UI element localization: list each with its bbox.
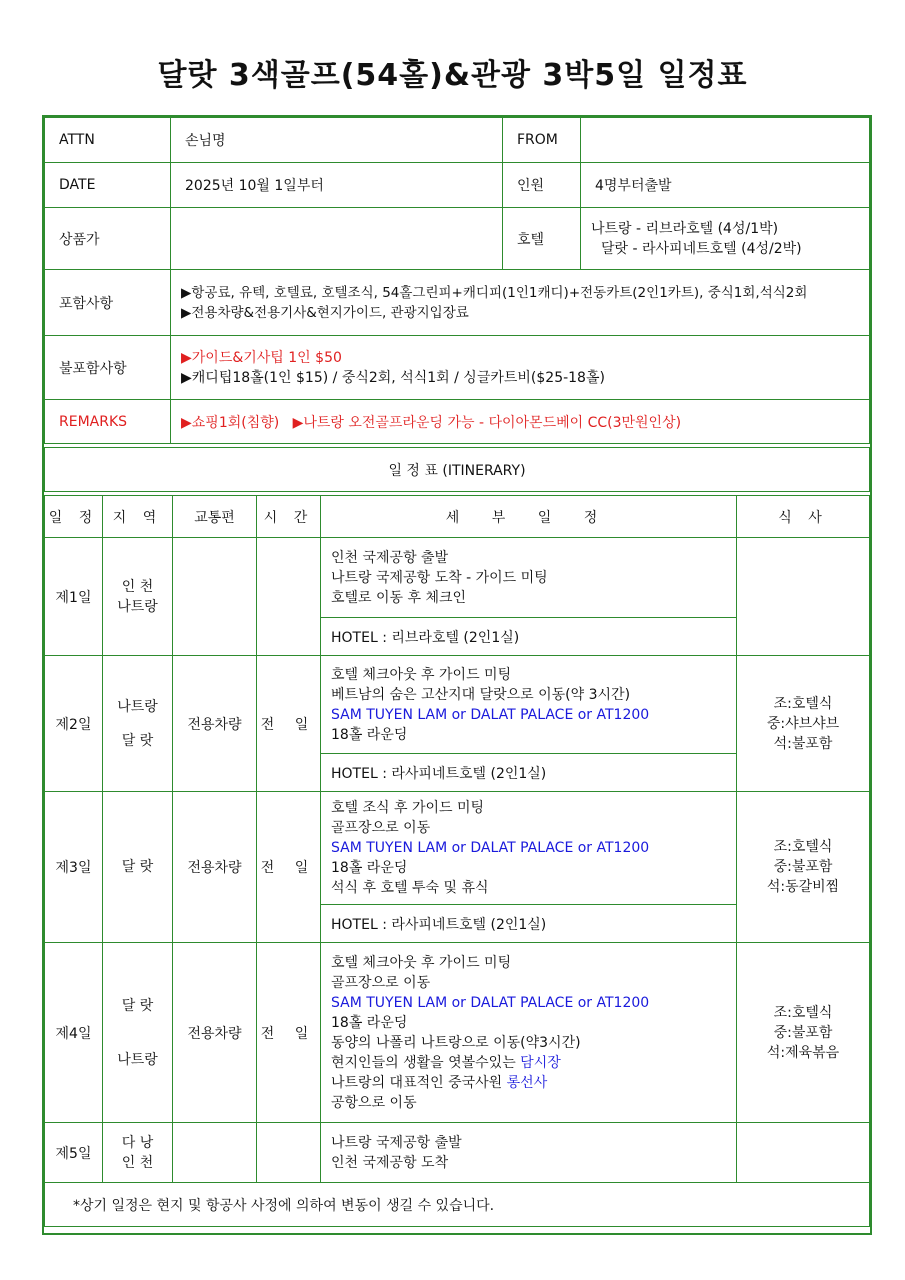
hotel-line-1: 나트랑 - 리브라호텔 (4성/1박) bbox=[591, 220, 779, 237]
day-meals bbox=[737, 538, 870, 656]
detail-text: 석식 후 호텔 투숙 및 휴식 bbox=[331, 880, 489, 896]
day-label: 제5일 bbox=[45, 1123, 103, 1183]
region-name: 인 천 bbox=[121, 1154, 154, 1171]
day-region bbox=[103, 792, 173, 943]
detail-text: 인천 국제공항 도착 bbox=[331, 1154, 449, 1171]
day-label: 제3일 bbox=[45, 792, 103, 943]
detail-text: 호텔로 이동 후 체크인 bbox=[331, 589, 467, 606]
day-row bbox=[45, 1123, 870, 1183]
from-label: FROM bbox=[503, 118, 581, 163]
day-region bbox=[103, 1123, 173, 1183]
detail-line bbox=[331, 1133, 726, 1153]
day-region bbox=[103, 943, 173, 1123]
itinerary-table bbox=[44, 495, 870, 1227]
detail-text: 호텔 체크아웃 후 가이드 미팅 bbox=[331, 954, 512, 971]
col-time: 시 간 bbox=[257, 496, 321, 538]
detail-line bbox=[331, 1013, 726, 1033]
day-hotel: HOTEL : 리브라호텔 (2인1실) bbox=[321, 618, 737, 656]
date-row bbox=[45, 163, 870, 208]
remarks-row bbox=[45, 400, 870, 444]
footer-row bbox=[45, 1183, 870, 1227]
region-name: 달 랏 bbox=[121, 997, 154, 1014]
detail-line bbox=[331, 665, 726, 685]
region-name: 나트랑 bbox=[117, 598, 158, 615]
day-meals bbox=[737, 1123, 870, 1183]
day-region bbox=[103, 538, 173, 656]
detail-line bbox=[331, 685, 726, 705]
detail-text: 호텔 조식 후 가이드 미팅 bbox=[331, 800, 485, 816]
day-transport bbox=[173, 538, 257, 656]
day-label: 제1일 bbox=[45, 538, 103, 656]
detail-line bbox=[331, 973, 726, 993]
price-value bbox=[171, 208, 503, 270]
meal-item: 중:샤브샤브 bbox=[766, 715, 840, 732]
detail-line bbox=[331, 548, 726, 568]
date-value: 2025년 10월 1일부터 bbox=[171, 163, 503, 208]
detail-line bbox=[331, 858, 726, 878]
remarks-value: ▶쇼핑1회(침향) ▶나트랑 오전골프라운딩 가능 - 다이아몬드베이 CC(3만원인상) bbox=[171, 400, 870, 444]
detail-line bbox=[331, 878, 726, 898]
excluded-label: 불포함사항 bbox=[45, 336, 171, 400]
detail-line bbox=[331, 725, 726, 745]
day-details bbox=[321, 538, 737, 618]
day-hotel: HOTEL : 라사피네트호텔 (2인1실) bbox=[321, 754, 737, 792]
region-name: 달 랏 bbox=[121, 732, 154, 749]
hotel-label: 호텔 bbox=[503, 208, 581, 270]
days-body bbox=[45, 538, 870, 1183]
detail-text: 골프장으로 이동 bbox=[331, 974, 431, 991]
detail-line bbox=[331, 953, 726, 973]
included-line-2: ▶전용차량&전용기사&현지가이드, 관광지입장료 bbox=[181, 304, 469, 321]
region-name: 인 천 bbox=[121, 578, 154, 595]
meal-item: 석:동갈비찜 bbox=[766, 879, 840, 895]
detail-text: 18홀 라운딩 bbox=[331, 860, 408, 876]
footer-note: *상기 일정은 현지 및 항공사 사정에 의하여 변동이 생길 수 있습니다. bbox=[45, 1183, 870, 1227]
price-row bbox=[45, 208, 870, 270]
detail-text: 18홀 라운딩 bbox=[331, 726, 408, 743]
detail-text: 베트남의 숨은 고산지대 달랏으로 이동(약 3시간) bbox=[331, 686, 631, 703]
day-label: 제2일 bbox=[45, 656, 103, 792]
region-name: 달 랏 bbox=[121, 859, 154, 875]
hotel-value bbox=[581, 208, 870, 270]
day-time: 전 일 bbox=[257, 792, 321, 943]
detail-highlight: 담시장 bbox=[520, 1054, 561, 1071]
date-label: DATE bbox=[45, 163, 171, 208]
itinerary-title: 일 정 표 (ITINERARY) bbox=[45, 448, 870, 492]
detail-text: 나트랑 국제공항 출발 bbox=[331, 1134, 462, 1151]
day-transport: 전용차량 bbox=[173, 943, 257, 1123]
attn-label: ATTN bbox=[45, 118, 171, 163]
people-label: 인원 bbox=[503, 163, 581, 208]
included-line-1: ▶항공료, 유텍, 호텔료, 호텔조식, 54홀그린피+캐디피(1인1캐디)+전동카트(2인1카트), 중식1회,석식2회 bbox=[181, 284, 808, 301]
detail-line bbox=[331, 838, 726, 858]
region-name: 나트랑 bbox=[117, 698, 158, 715]
region-name: 나트랑 bbox=[117, 1051, 158, 1068]
day-meals bbox=[737, 943, 870, 1123]
price-label: 상품가 bbox=[45, 208, 171, 270]
excluded-line-1: ▶가이드&기사팁 1인 $50 bbox=[181, 349, 342, 366]
detail-line bbox=[331, 1073, 726, 1093]
meal-item: 중:불포함 bbox=[773, 859, 833, 875]
detail-text: 나트랑의 대표적인 중국사원 bbox=[331, 1074, 507, 1091]
attn-value: 손님명 bbox=[171, 118, 503, 163]
meal-item: 조:호텔식 bbox=[773, 839, 833, 855]
day-hotel: HOTEL : 라사피네트호텔 (2인1실) bbox=[321, 905, 737, 943]
day-region bbox=[103, 656, 173, 792]
col-details: 세 부 일 정 bbox=[321, 496, 737, 538]
detail-text: 나트랑 국제공항 도착 - 가이드 미팅 bbox=[331, 569, 548, 586]
detail-line bbox=[331, 818, 726, 838]
detail-text: 동양의 나폴리 나트랑으로 이동(약3시간) bbox=[331, 1034, 581, 1051]
detail-text: 현지인들의 생활을 엿볼수있는 bbox=[331, 1054, 521, 1071]
detail-line bbox=[331, 588, 726, 608]
meal-item: 중:불포함 bbox=[773, 1024, 833, 1041]
day-transport bbox=[173, 1123, 257, 1183]
day-label: 제4일 bbox=[45, 943, 103, 1123]
col-transport: 교통편 bbox=[173, 496, 257, 538]
day-transport: 전용차량 bbox=[173, 792, 257, 943]
detail-text: 인천 국제공항 출발 bbox=[331, 549, 449, 566]
day-time: 전 일 bbox=[257, 943, 321, 1123]
day-time bbox=[257, 1123, 321, 1183]
detail-line bbox=[331, 705, 726, 725]
itinerary-title-table bbox=[44, 447, 870, 492]
detail-highlight: 롱선사 bbox=[506, 1074, 548, 1091]
people-value: 4명부터출발 bbox=[581, 163, 870, 208]
excluded-line-2: ▶캐디팁18홀(1인 $15) / 중식2회, 석식1회 / 싱글카트비($25-18홀) bbox=[181, 369, 605, 386]
col-day: 일 정 bbox=[45, 496, 103, 538]
detail-text: 호텔 체크아웃 후 가이드 미팅 bbox=[331, 666, 512, 683]
meal-item: 석:불포함 bbox=[773, 735, 833, 752]
day-details bbox=[321, 656, 737, 754]
detail-line bbox=[331, 568, 726, 588]
day-meals bbox=[737, 656, 870, 792]
detail-line bbox=[331, 993, 726, 1013]
col-region: 지 역 bbox=[103, 496, 173, 538]
day-row bbox=[45, 943, 870, 1123]
meal-item: 석:제육볶음 bbox=[766, 1044, 840, 1061]
day-row bbox=[45, 538, 870, 618]
excluded-value bbox=[171, 336, 870, 400]
itinerary-frame bbox=[42, 115, 872, 1235]
detail-text: SAM TUYEN LAM or DALAT PALACE or AT1200 bbox=[331, 840, 650, 856]
day-time bbox=[257, 538, 321, 656]
day-time: 전 일 bbox=[257, 656, 321, 792]
detail-text: 골프장으로 이동 bbox=[331, 820, 431, 836]
region-name: 다 낭 bbox=[121, 1134, 154, 1151]
detail-line bbox=[331, 1033, 726, 1053]
col-meals: 식 사 bbox=[737, 496, 870, 538]
day-transport: 전용차량 bbox=[173, 656, 257, 792]
included-row bbox=[45, 270, 870, 336]
day-meals bbox=[737, 792, 870, 943]
from-value bbox=[581, 118, 870, 163]
detail-text: SAM TUYEN LAM or DALAT PALACE or AT1200 bbox=[331, 994, 650, 1011]
day-details bbox=[321, 943, 737, 1123]
detail-text: 공항으로 이동 bbox=[331, 1094, 417, 1111]
day-row bbox=[45, 792, 870, 905]
detail-text: 18홀 라운딩 bbox=[331, 1014, 408, 1031]
detail-line bbox=[331, 1093, 726, 1113]
meal-item: 조:호텔식 bbox=[773, 1004, 833, 1021]
info-table bbox=[44, 117, 870, 444]
hotel-line-2: 달랏 - 라사피네트호텔 (4성/2박) bbox=[601, 240, 802, 257]
included-value bbox=[171, 270, 870, 336]
remarks-label: REMARKS bbox=[45, 400, 171, 444]
excluded-row bbox=[45, 336, 870, 400]
day-details bbox=[321, 1123, 737, 1183]
included-label: 포함사항 bbox=[45, 270, 171, 336]
attn-row bbox=[45, 118, 870, 163]
meal-item: 조:호텔식 bbox=[773, 695, 833, 712]
detail-line bbox=[331, 1153, 726, 1173]
page-title: 달랏 3색골프(54홀)&관광 3박5일 일정표 bbox=[157, 58, 748, 93]
detail-text: SAM TUYEN LAM or DALAT PALACE or AT1200 bbox=[331, 706, 650, 723]
detail-line bbox=[331, 798, 726, 818]
day-row bbox=[45, 656, 870, 754]
day-details bbox=[321, 792, 737, 905]
column-header-row bbox=[45, 496, 870, 538]
detail-line bbox=[331, 1053, 726, 1073]
